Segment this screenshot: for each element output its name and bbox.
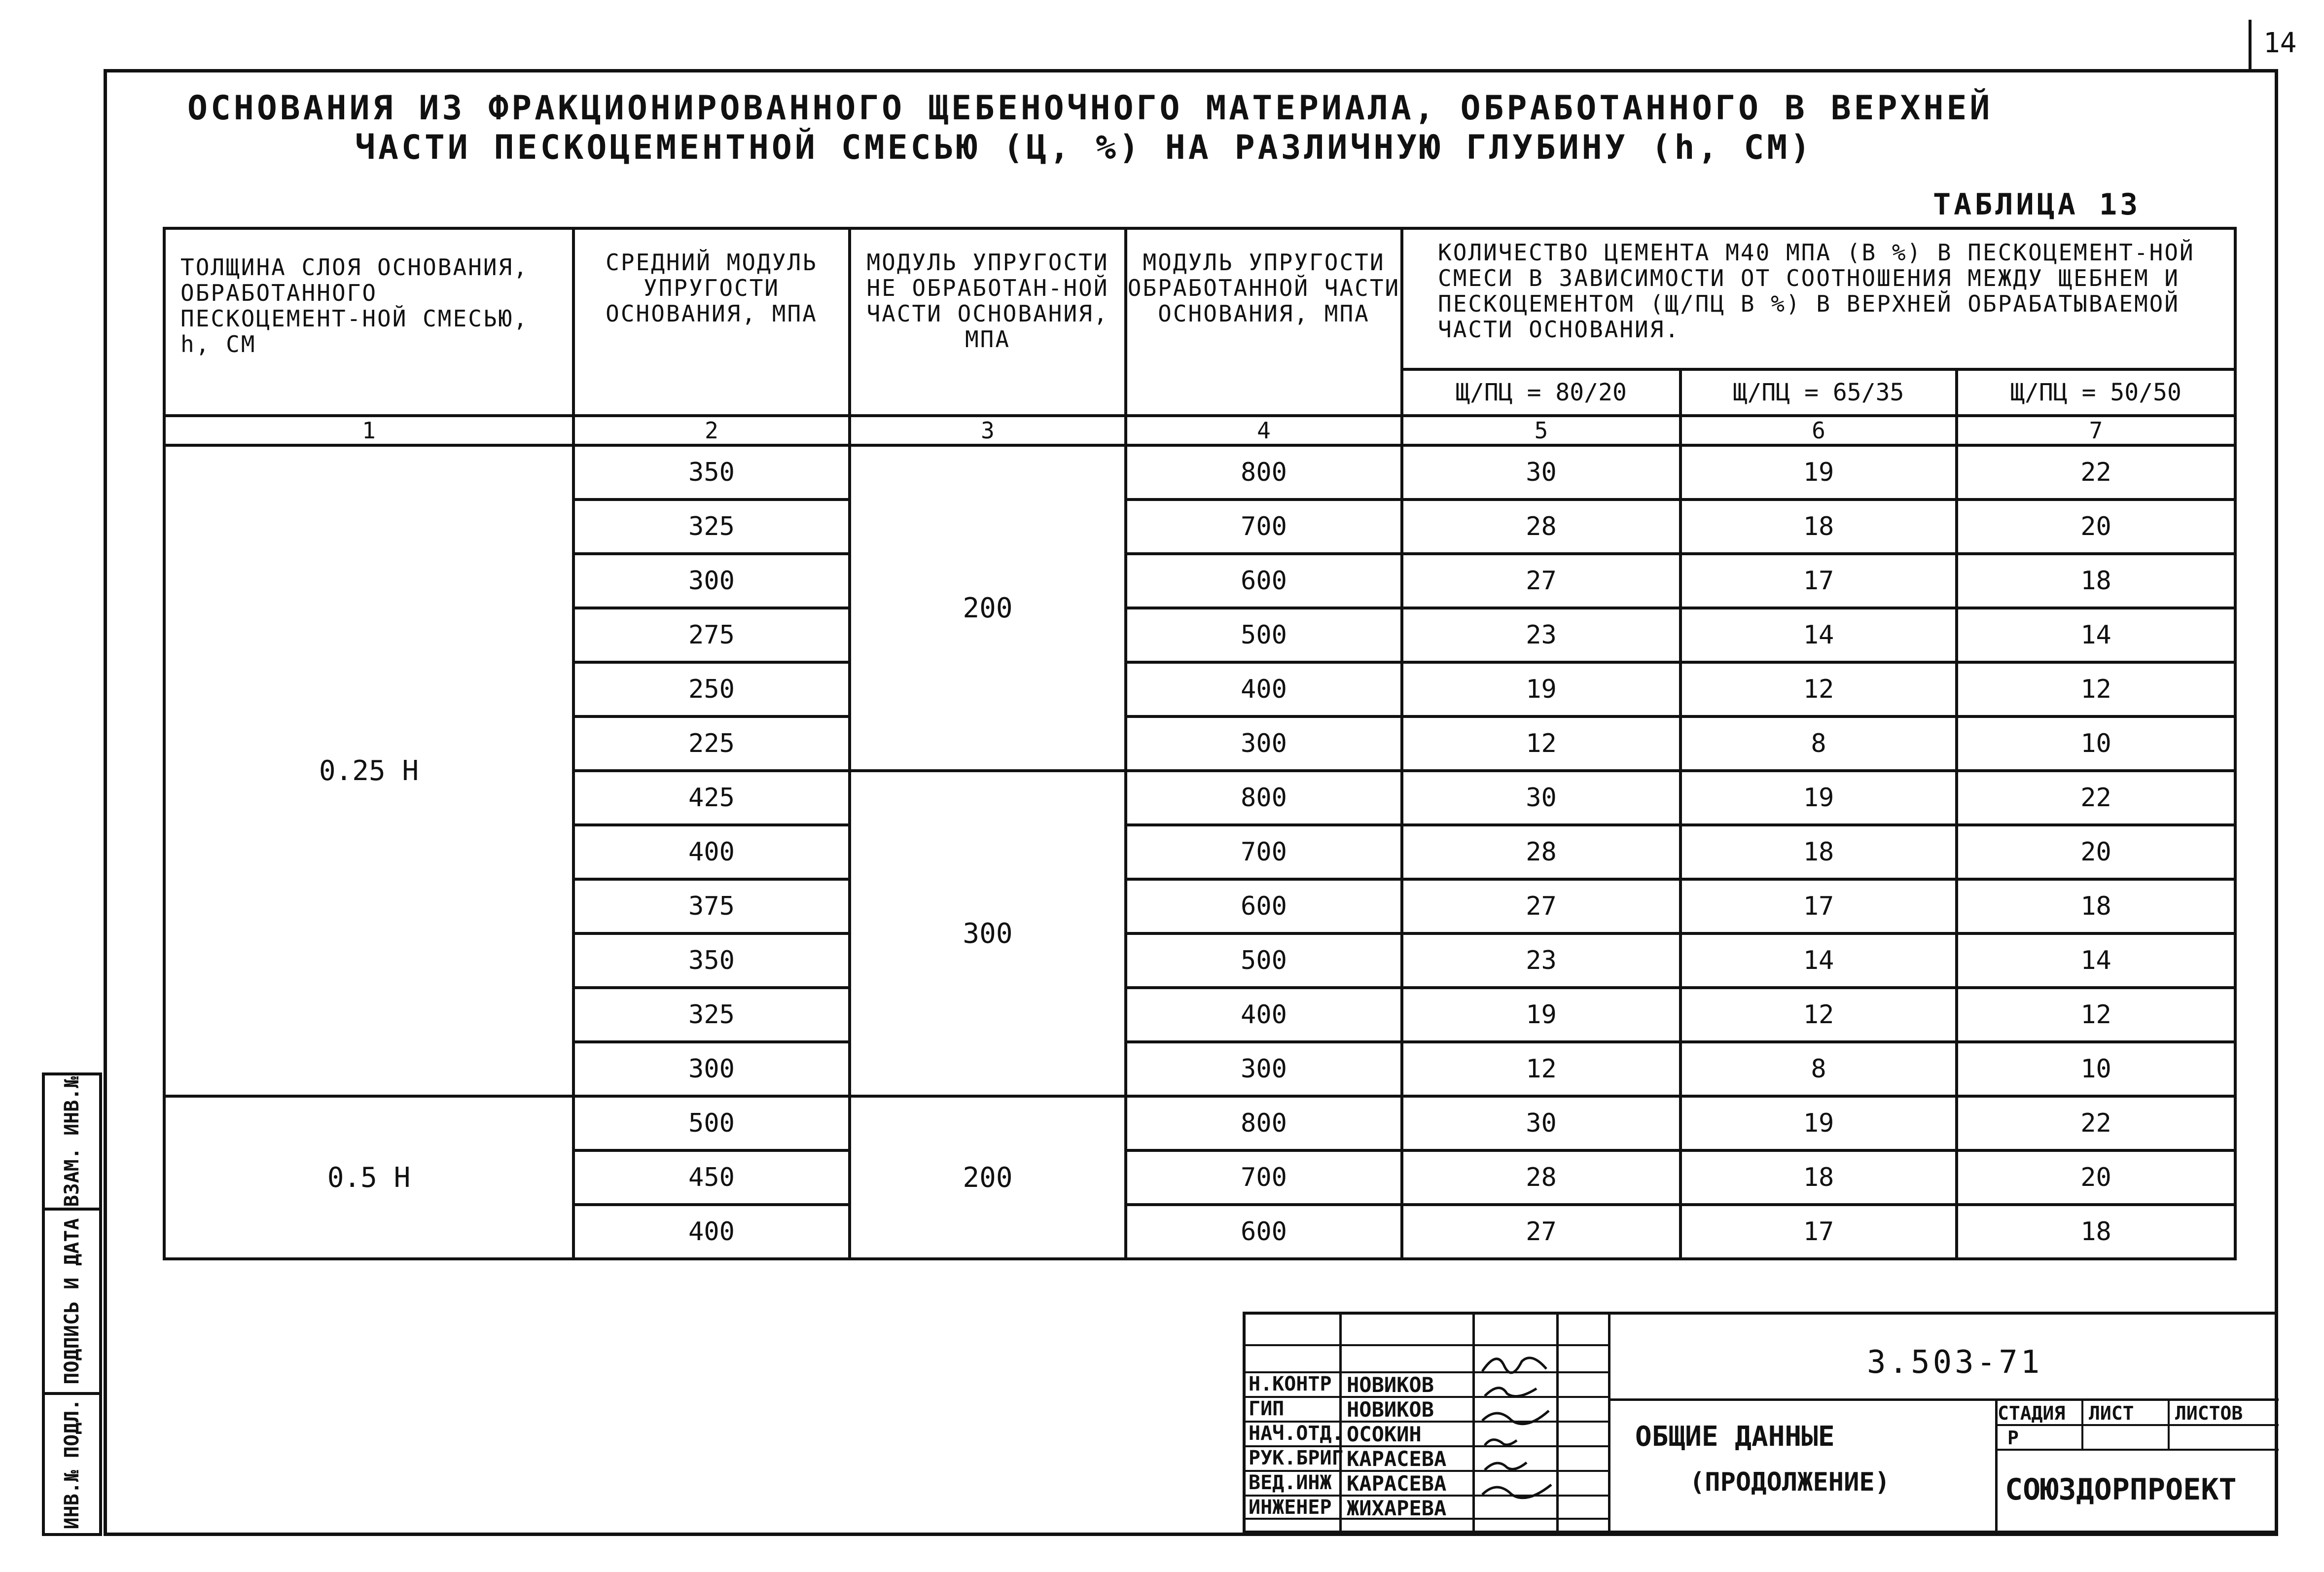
stamp-line <box>1995 1449 2279 1451</box>
cell-cement-80-20: 28 <box>1402 825 1680 879</box>
cell-processed-modulus: 800 <box>1126 771 1402 825</box>
side-stamp-label: ПОДПИСЬ И ДАТА <box>61 1218 83 1385</box>
cell-unprocessed-modulus: 200 <box>850 445 1126 771</box>
cell-cement-50-50: 22 <box>1957 445 2235 500</box>
cell-avg-modulus: 275 <box>573 608 850 662</box>
column-number: 6 <box>1680 416 1957 445</box>
cell-cement-50-50: 14 <box>1957 933 2235 988</box>
cell-cement-50-50: 20 <box>1957 1150 2235 1205</box>
cell-processed-modulus: 700 <box>1126 1150 1402 1205</box>
cell-cement-65-35: 17 <box>1680 554 1957 608</box>
sheet-label: ЛИСТ <box>2089 1402 2134 1424</box>
staff-role: ГИП <box>1249 1397 1285 1420</box>
stamp-line <box>1608 1315 1610 1532</box>
cell-cement-50-50: 20 <box>1957 825 2235 879</box>
cell-cement-65-35: 19 <box>1680 1096 1957 1150</box>
side-stamp-label: ИНВ.№ ПОДЛ. <box>61 1398 83 1530</box>
cell-avg-modulus: 400 <box>573 1205 850 1259</box>
column-number: 5 <box>1402 416 1680 445</box>
sheet-number-divider <box>2249 20 2252 69</box>
cell-avg-modulus: 250 <box>573 662 850 716</box>
cell-cement-50-50: 14 <box>1957 608 2235 662</box>
cell-cement-80-20: 12 <box>1402 716 1680 771</box>
cell-processed-modulus: 400 <box>1126 662 1402 716</box>
cell-processed-modulus: 300 <box>1126 1042 1402 1096</box>
stage-value: Р <box>2007 1427 2019 1449</box>
doc-title: ОБЩИЕ ДАННЫЕ <box>1635 1421 1835 1453</box>
staff-role: РУК.БРИГ <box>1249 1447 1344 1469</box>
staff-role: ВЕД.ИНЖ <box>1249 1471 1332 1494</box>
cell-cement-50-50: 12 <box>1957 988 2235 1042</box>
table-body <box>164 445 2235 1259</box>
cell-avg-modulus: 400 <box>573 825 850 879</box>
cell-avg-modulus: 325 <box>573 988 850 1042</box>
header-thickness: ТОЛЩИНА СЛОЯ ОСНОВАНИЯ, ОБРАБОТАННОГО ПЕСКОЦЕМЕНТ-НОЙ СМЕСЬЮ, h, СМ <box>164 228 573 416</box>
sheet-number: 14 <box>2263 27 2297 59</box>
side-stamp-box <box>42 1392 102 1536</box>
cell-avg-modulus: 450 <box>573 1150 850 1205</box>
cell-cement-80-20: 12 <box>1402 1042 1680 1096</box>
cell-cement-80-20: 27 <box>1402 879 1680 933</box>
cell-avg-modulus: 350 <box>573 933 850 988</box>
cell-avg-modulus: 500 <box>573 1096 850 1150</box>
staff-role: Н.КОНТР <box>1249 1373 1332 1395</box>
staff-name: ОСОКИН <box>1347 1422 1422 1446</box>
cell-cement-65-35: 12 <box>1680 662 1957 716</box>
cell-processed-modulus: 800 <box>1126 445 1402 500</box>
cell-processed-modulus: 500 <box>1126 608 1402 662</box>
column-number: 1 <box>164 416 573 445</box>
cell-cement-80-20: 19 <box>1402 988 1680 1042</box>
stamp-line <box>2168 1398 2170 1451</box>
staff-name: НОВИКОВ <box>1347 1373 1434 1397</box>
cell-processed-modulus: 400 <box>1126 988 1402 1042</box>
cell-cement-65-35: 8 <box>1680 716 1957 771</box>
table-caption: ТАБЛИЦА 13 <box>1933 187 2141 222</box>
cell-cement-50-50: 22 <box>1957 1096 2235 1150</box>
cell-processed-modulus: 700 <box>1126 500 1402 554</box>
title-block <box>1243 1312 2278 1534</box>
header-ratio-50-50: Щ/ПЦ = 50/50 <box>1957 369 2235 416</box>
cell-cement-65-35: 18 <box>1680 1150 1957 1205</box>
signatures-drawing <box>1477 1347 1556 1514</box>
cell-cement-80-20: 30 <box>1402 1096 1680 1150</box>
side-stamp-box <box>42 1208 102 1395</box>
cell-unprocessed-modulus: 200 <box>850 1096 1126 1259</box>
cell-cement-65-35: 14 <box>1680 933 1957 988</box>
column-number: 7 <box>1957 416 2235 445</box>
header-ratio-65-35: Щ/ПЦ = 65/35 <box>1680 369 1957 416</box>
cell-cement-50-50: 10 <box>1957 716 2235 771</box>
cell-cement-80-20: 30 <box>1402 445 1680 500</box>
doc-subtitle: (ПРОДОЛЖЕНИЕ) <box>1689 1467 1890 1497</box>
cell-cement-80-20: 30 <box>1402 771 1680 825</box>
cell-cement-65-35: 17 <box>1680 879 1957 933</box>
cell-cement-80-20: 19 <box>1402 662 1680 716</box>
cell-avg-modulus: 325 <box>573 500 850 554</box>
organization: СОЮЗДОРПРОЕКТ <box>2005 1472 2237 1507</box>
stamp-line <box>1472 1315 1475 1532</box>
staff-name: ЖИХАРЕВА <box>1347 1496 1447 1520</box>
cell-cement-80-20: 28 <box>1402 500 1680 554</box>
data-table <box>163 227 2237 1260</box>
cell-cement-50-50: 22 <box>1957 771 2235 825</box>
cell-processed-modulus: 500 <box>1126 933 1402 988</box>
cell-cement-50-50: 12 <box>1957 662 2235 716</box>
stamp-line <box>1608 1398 2279 1401</box>
column-number: 4 <box>1126 416 1402 445</box>
table-row <box>164 445 2235 500</box>
doc-code: 3.503-71 <box>1867 1344 2043 1381</box>
cell-processed-modulus: 700 <box>1126 825 1402 879</box>
cell-cement-65-35: 17 <box>1680 1205 1957 1259</box>
sheets-label: ЛИСТОВ <box>2175 1402 2243 1424</box>
cell-cement-65-35: 12 <box>1680 988 1957 1042</box>
cell-processed-modulus: 800 <box>1126 1096 1402 1150</box>
header-cement-group: КОЛИЧЕСТВО ЦЕМЕНТА М40 МПА (В %) В ПЕСКОЦЕМЕНТ-НОЙ СМЕСИ В ЗАВИСИМОСТИ ОТ СООТНОШЕНИЯ МЕЖДУ ЩЕБНЕМ И ПЕСКОЦЕМЕНТОМ (Щ/ПЦ В %) В ВЕРХНЕЙ ОБРАБАТЫВАЕМОЙ ЧАСТИ ОСНОВАНИЯ. <box>1402 228 2235 369</box>
column-number: 2 <box>573 416 850 445</box>
side-stamp-box <box>42 1072 102 1211</box>
cell-processed-modulus: 600 <box>1126 879 1402 933</box>
staff-name: КАРАСЕВА <box>1347 1471 1447 1496</box>
cell-avg-modulus: 225 <box>573 716 850 771</box>
cell-avg-modulus: 350 <box>573 445 850 500</box>
cell-processed-modulus: 600 <box>1126 1205 1402 1259</box>
header-unprocessed-modulus: МОДУЛЬ УПРУГОСТИ НЕ ОБРАБОТАН-НОЙ ЧАСТИ ОСНОВАНИЯ, МПА <box>850 228 1126 416</box>
stamp-line <box>1246 1344 1608 1346</box>
cell-processed-modulus: 600 <box>1126 554 1402 608</box>
cell-cement-65-35: 19 <box>1680 445 1957 500</box>
side-stamp-label: ВЗАМ. ИНВ.№ <box>61 1076 83 1207</box>
cell-cement-50-50: 18 <box>1957 1205 2235 1259</box>
cell-cement-65-35: 14 <box>1680 608 1957 662</box>
page-title-line-1: ОСНОВАНИЯ ИЗ ФРАКЦИОНИРОВАННОГО ЩЕБЕНОЧНОГО МАТЕРИАЛА, ОБРАБОТАННОГО В ВЕРХНЕЙ <box>187 89 1993 128</box>
cell-avg-modulus: 300 <box>573 554 850 608</box>
column-number: 3 <box>850 416 1126 445</box>
cell-cement-80-20: 27 <box>1402 1205 1680 1259</box>
cell-processed-modulus: 300 <box>1126 716 1402 771</box>
cell-cement-50-50: 10 <box>1957 1042 2235 1096</box>
header-avg-modulus: СРЕДНИЙ МОДУЛЬ УПРУГОСТИ ОСНОВАНИЯ, МПА <box>573 228 850 416</box>
header-processed-modulus: МОДУЛЬ УПРУГОСТИ ОБРАБОТАННОЙ ЧАСТИ ОСНОВАНИЯ, МПА <box>1126 228 1402 416</box>
cell-avg-modulus: 425 <box>573 771 850 825</box>
cell-unprocessed-modulus: 300 <box>850 771 1126 1096</box>
cell-cement-65-35: 18 <box>1680 825 1957 879</box>
table-row <box>164 1096 2235 1150</box>
cell-thickness: 0.25 H <box>164 445 573 1096</box>
stamp-line <box>1995 1424 2279 1426</box>
cell-cement-50-50: 20 <box>1957 500 2235 554</box>
staff-name: КАРАСЕВА <box>1347 1447 1447 1471</box>
cell-cement-65-35: 8 <box>1680 1042 1957 1096</box>
column-number-row <box>164 416 2235 445</box>
cell-cement-80-20: 23 <box>1402 933 1680 988</box>
cell-cement-80-20: 28 <box>1402 1150 1680 1205</box>
cell-cement-50-50: 18 <box>1957 554 2235 608</box>
cell-cement-65-35: 18 <box>1680 500 1957 554</box>
stamp-line <box>1556 1315 1559 1532</box>
cell-avg-modulus: 300 <box>573 1042 850 1096</box>
cell-cement-50-50: 18 <box>1957 879 2235 933</box>
page-title-line-2: ЧАСТИ ПЕСКОЦЕМЕНТНОЙ СМЕСЬЮ (Ц, %) НА РАЗЛИЧНУЮ ГЛУБИНУ (h, СМ) <box>355 128 1814 167</box>
cell-avg-modulus: 375 <box>573 879 850 933</box>
staff-name: НОВИКОВ <box>1347 1397 1434 1422</box>
cell-cement-80-20: 23 <box>1402 608 1680 662</box>
staff-role: НАЧ.ОТД. <box>1249 1422 1344 1445</box>
cell-cement-65-35: 19 <box>1680 771 1957 825</box>
stage-label: СТАДИЯ <box>1998 1402 2066 1424</box>
cell-thickness: 0.5 H <box>164 1096 573 1259</box>
staff-role: ИНЖЕНЕР <box>1249 1496 1332 1519</box>
header-ratio-80-20: Щ/ПЦ = 80/20 <box>1402 369 1680 416</box>
stamp-line <box>2081 1398 2083 1451</box>
cell-cement-80-20: 27 <box>1402 554 1680 608</box>
